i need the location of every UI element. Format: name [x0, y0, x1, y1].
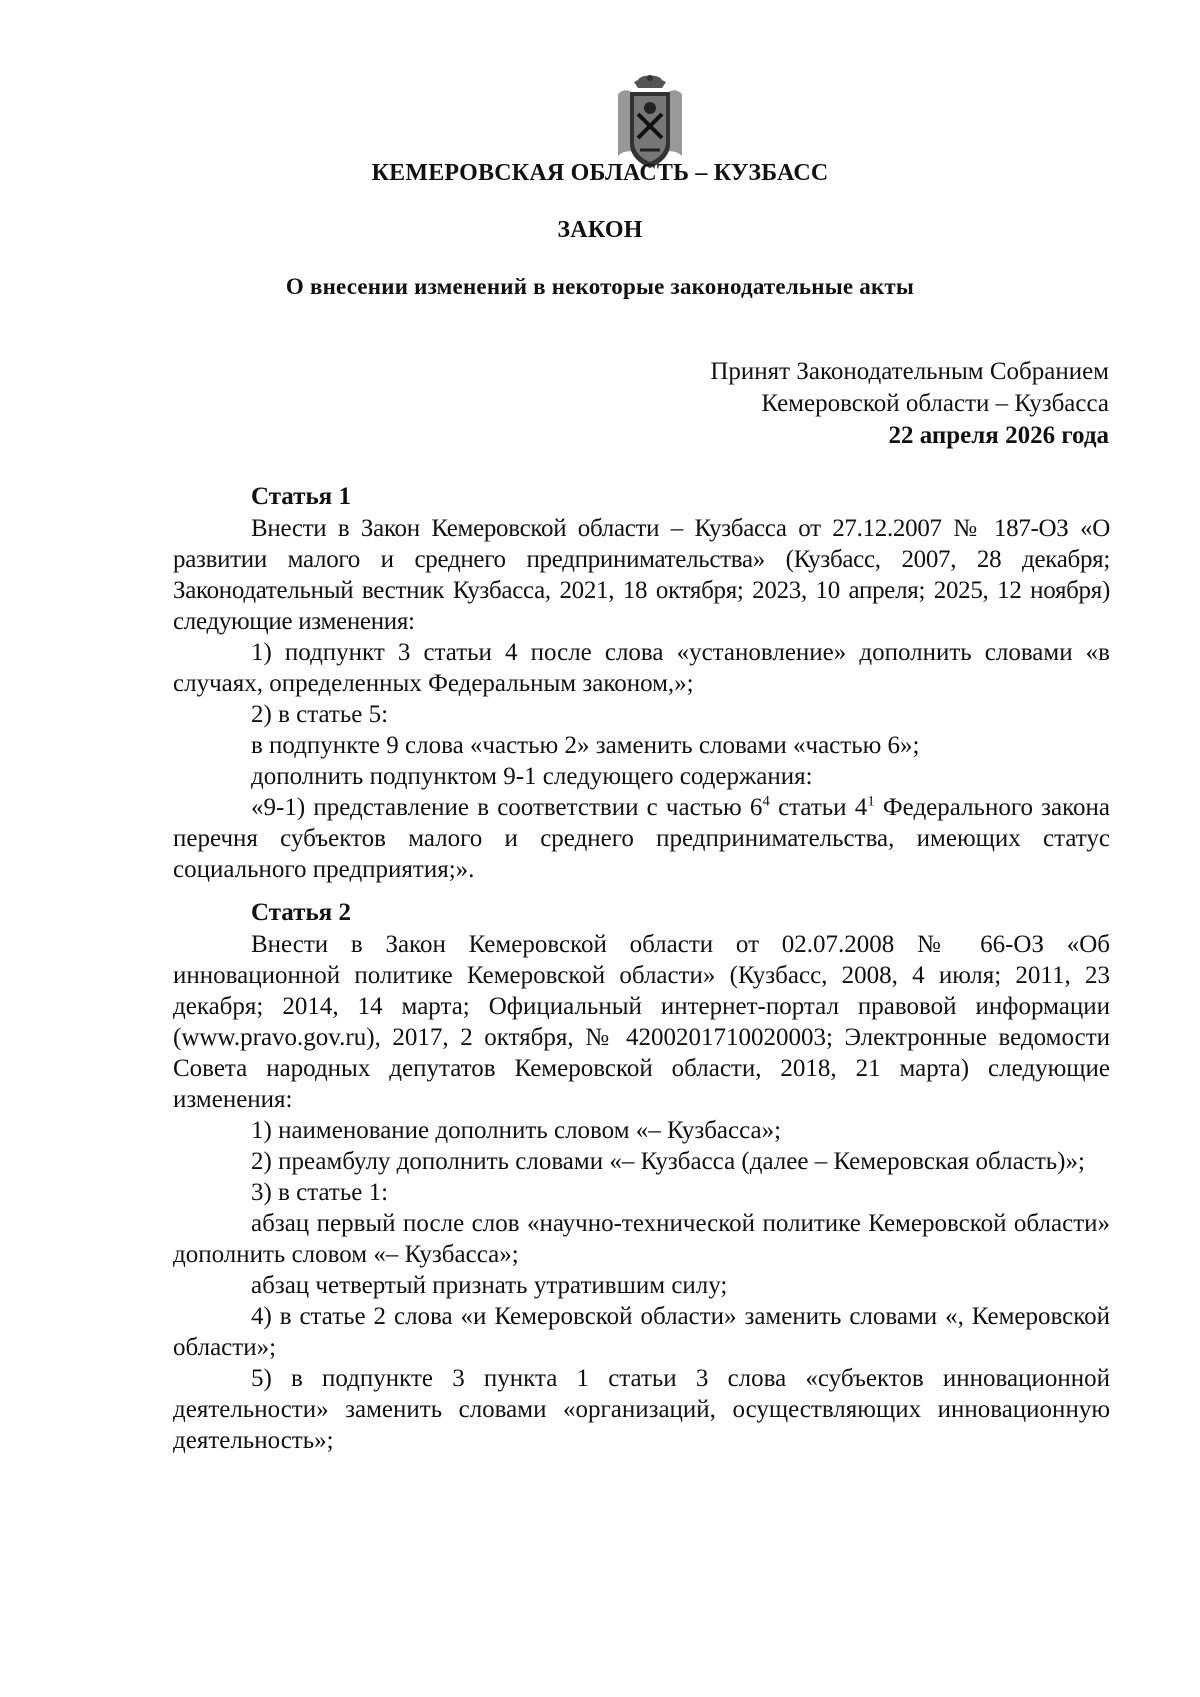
- article-2-item-3: 3) в статье 1:: [251, 1179, 389, 1206]
- adoption-date: 22 апреля 2026 года: [888, 422, 1109, 449]
- article-1: [173, 481, 1110, 885]
- article-2-intro: Внести в Закон Кемеровской области от 02.07.2008 № 66-ОЗ «Об инновационной политике Кемеровской области» (Кузбасс, 2008, 4 июля; 2011, 23 декабря; 2014, 14 марта; Официальный интернет-портал правовой информации (www.pravo.gov.ru), 2017, 2 октября, № 4200201710020003; Электронные ведомости Совета народных депутатов Кемеровской области, 2018, 21 марта) следующие изменения:: [173, 931, 1110, 1113]
- superscript-4: 4: [762, 793, 770, 810]
- article-2-title: Статья 2: [251, 899, 351, 926]
- document-title: О внесении изменений в некоторые законодательные акты: [285, 274, 915, 299]
- superscript-1: 1: [867, 793, 875, 810]
- adoption-line-1: Принят Законодательным Собранием: [710, 358, 1109, 385]
- adoption-block: [710, 356, 1109, 452]
- article-1-item-5-part-c: Федерального закона перечня субъектов малого и среднего предпринимательства, имеющих статус социального предприятия;».: [173, 794, 1110, 883]
- article-2-item-2: 2) преамбулу дополнить словами «– Кузбасса (далее – Кемеровская область)»;: [251, 1148, 1085, 1175]
- region-heading: КЕМЕРОВСКАЯ ОБЛАСТЬ – КУЗБАСС: [371, 160, 829, 186]
- article-1-item-3: в подпункте 9 слова «частью 2» заменить словами «частью 6»;: [251, 732, 920, 759]
- article-1-item-5: [173, 792, 1110, 885]
- article-1-item-5-part-b: статьи 4: [769, 794, 868, 821]
- article-1-title: Статья 1: [251, 483, 351, 510]
- article-1-item-2: 2) в статье 5:: [251, 701, 389, 728]
- coat-of-arms-icon: [610, 72, 690, 172]
- article-1-item-5-part-a: «9-1) представление в соответствии с частью 6: [251, 794, 763, 821]
- article-2: [173, 897, 1110, 1456]
- article-2-item-7: 5) в подпункте 3 пункта 1 статьи 3 слова «субъектов инновационной деятельности» заменить словами «организаций, осуществляющих инновационную деятельность»;: [173, 1365, 1110, 1454]
- document-type: ЗАКОН: [557, 217, 643, 243]
- article-2-item-1: 1) наименование дополнить словом «– Кузбасса»;: [251, 1117, 782, 1144]
- article-2-item-5: абзац четвертый признать утратившим силу;: [251, 1272, 728, 1299]
- adoption-line-2: Кемеровской области – Кузбасса: [761, 390, 1109, 417]
- article-1-item-4: дополнить подпунктом 9-1 следующего содержания:: [251, 763, 813, 790]
- article-2-item-6: 4) в статье 2 слова «и Кемеровской области» заменить словами «, Кемеровской области»;: [173, 1303, 1110, 1361]
- article-2-item-4: абзац первый после слов «научно-технической политике Кемеровской области» дополнить словом «– Кузбасса»;: [173, 1210, 1110, 1268]
- article-1-item-1: 1) подпункт 3 статьи 4 после слова «установление» дополнить словами «в случаях, определенных Федеральным законом,»;: [173, 639, 1110, 697]
- article-1-intro: Внести в Закон Кемеровской области – Кузбасса от 27.12.2007 № 187-ОЗ «О развитии малого и среднего предпринимательства» (Кузбасс, 2007, 28 декабря; Законодательный вестник Кузбасса, 2021, 18 октября; 2023, 10 апреля; 2025, 12 ноября) следующие изменения:: [173, 515, 1110, 635]
